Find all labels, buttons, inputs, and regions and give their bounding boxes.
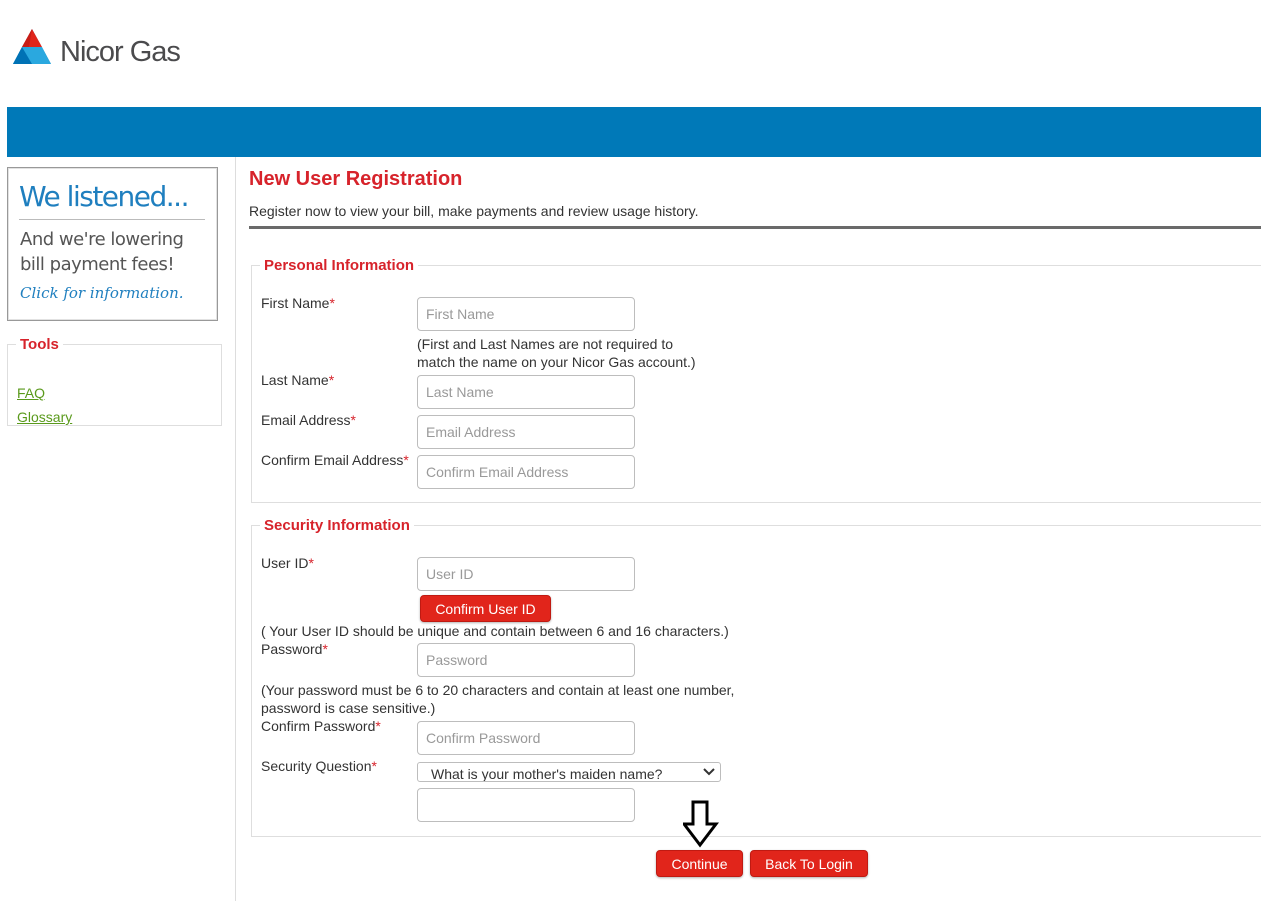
security-information-section [251, 517, 1261, 837]
back-to-login-button[interactable]: Back To Login [750, 850, 868, 877]
email-label: Email Address* [261, 412, 356, 428]
password-input[interactable] [417, 643, 635, 677]
promo-link[interactable]: Click for information. [20, 284, 184, 302]
promo-divider [19, 219, 205, 220]
security-question-label: Security Question* [261, 758, 377, 774]
security-question-value: What is your mother's maiden name? [431, 766, 663, 782]
continue-button[interactable]: Continue [656, 850, 743, 877]
password-label: Password* [261, 641, 328, 657]
name-note: (First and Last Names are not required to match the name on your Nicor Gas account.) [417, 336, 696, 370]
first-name-label: First Name* [261, 295, 335, 311]
promo-line-2: bill payment fees! [20, 254, 175, 275]
top-nav-bar [7, 107, 1261, 157]
page-title: New User Registration [249, 168, 463, 190]
glossary-link[interactable]: Glossary [17, 409, 73, 425]
password-note: (Your password must be 6 to 20 characters and contain at least one number, password is case sensitive.) [261, 682, 735, 716]
user-id-note: ( Your User ID should be unique and contain between 6 and 16 characters.) [261, 623, 729, 639]
brand-name: Nicor Gas [60, 36, 180, 68]
confirm-password-input[interactable] [417, 721, 635, 755]
faq-link[interactable]: FAQ [17, 385, 46, 401]
fees-promo-banner[interactable] [7, 167, 218, 321]
personal-section-title: Personal Information [264, 257, 415, 274]
confirm-user-id-button[interactable]: Confirm User ID [420, 595, 551, 622]
flame-logo-icon [12, 28, 52, 66]
tools-title: Tools [20, 336, 59, 353]
first-name-input[interactable] [417, 297, 635, 331]
last-name-label: Last Name* [261, 372, 335, 388]
confirm-password-label: Confirm Password* [261, 718, 381, 734]
sidebar-divider [235, 157, 236, 901]
last-name-input[interactable] [417, 375, 635, 409]
nicor-gas-logo[interactable] [12, 28, 192, 72]
page-subtitle: Register now to view your bill, make payments and review usage history. [249, 203, 699, 219]
title-separator [249, 226, 1261, 229]
promo-headline: We listened... [19, 180, 188, 213]
down-arrow-icon [683, 800, 719, 848]
tools-panel [7, 336, 222, 426]
chevron-down-icon [702, 767, 716, 777]
user-id-input[interactable] [417, 557, 635, 591]
security-question-select[interactable] [417, 762, 721, 782]
promo-line-1: And we're lowering [20, 229, 184, 250]
user-id-label: User ID* [261, 555, 314, 571]
email-input[interactable] [417, 415, 635, 449]
security-section-title: Security Information [264, 517, 410, 534]
confirm-email-label: Confirm Email Address* [261, 452, 409, 468]
security-answer-input[interactable] [417, 788, 635, 822]
confirm-email-input[interactable] [417, 455, 635, 489]
